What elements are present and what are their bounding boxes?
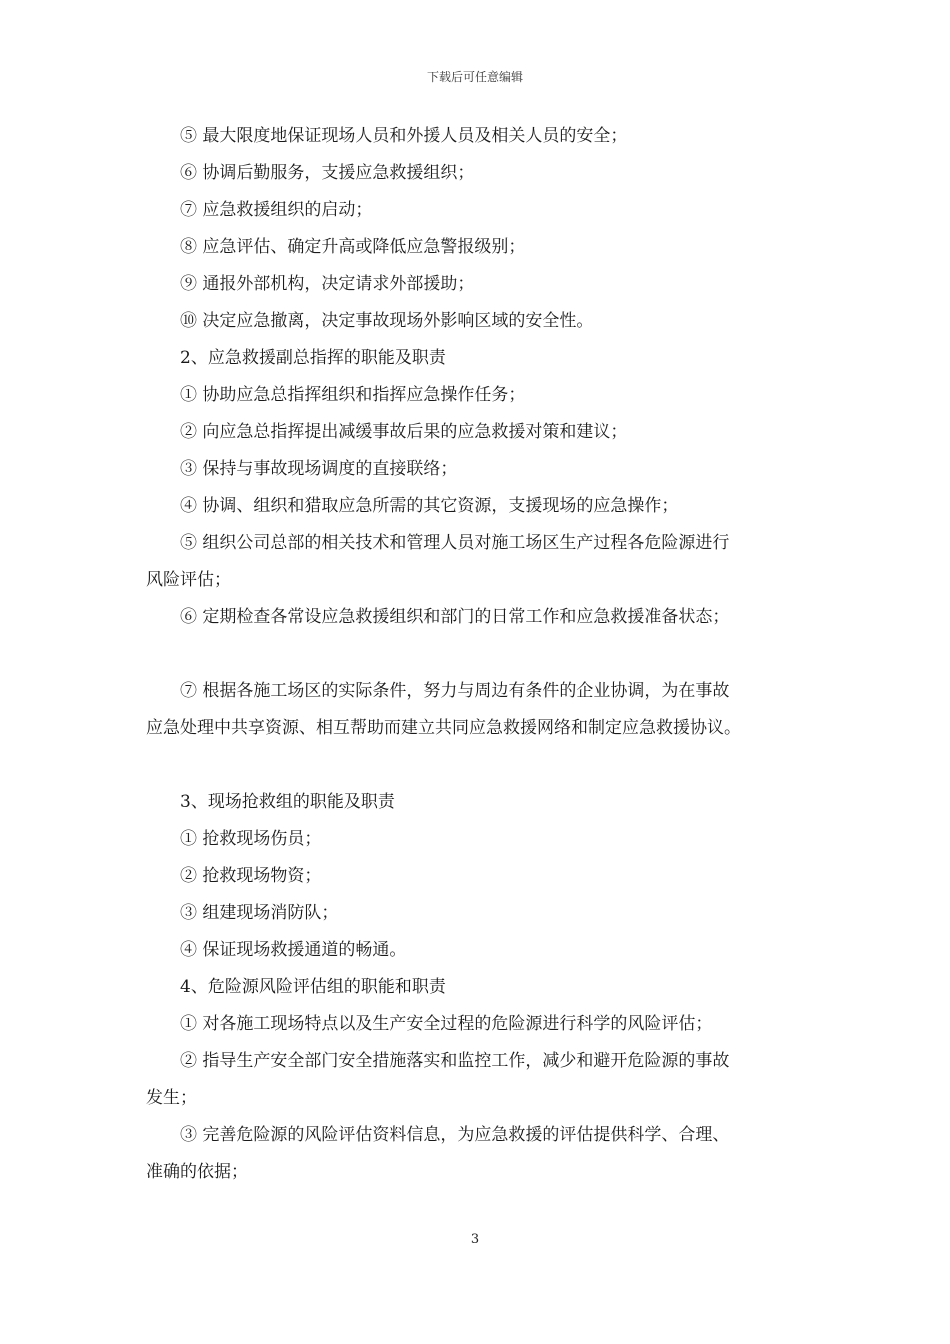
list-item: ① 对各施工现场特点以及生产安全过程的危险源进行科学的风险评估； [180, 1014, 713, 1034]
page-number: 3 [470, 1232, 480, 1247]
section-heading: 3、现场抢救组的职能及职责 [180, 792, 395, 812]
list-item: ⑥ 协调后勤服务，支援应急救援组织； [180, 163, 475, 183]
list-item: ⑧ 应急评估、确定升高或降低应急警报级别； [180, 237, 526, 257]
section-heading: 2、应急救援副总指挥的职能及职责 [180, 348, 446, 368]
document-body [146, 118, 826, 1191]
list-item: ② 向应急总指挥提出减缓事故后果的应急救援对策和建议； [180, 422, 628, 442]
list-item: ④ 保证现场救援通道的畅通。 [180, 940, 407, 960]
list-item: ② 抢救现场物资； [180, 866, 322, 886]
list-item: ⑨ 通报外部机构，决定请求外部援助； [180, 274, 475, 294]
list-item-continuation: 风险评估； [146, 570, 231, 590]
list-item: ⑥ 定期检查各常设应急救援组织和部门的日常工作和应急救援准备状态； [180, 607, 730, 627]
list-item: ③ 组建现场消防队； [180, 903, 339, 923]
list-item: ① 抢救现场伤员； [180, 829, 322, 849]
list-item: ⑦ 应急救援组织的启动； [180, 200, 373, 220]
list-item: ⑤ 最大限度地保证现场人员和外援人员及相关人员的安全； [180, 126, 628, 146]
blank-line [146, 636, 826, 673]
list-item: ⑩ 决定应急撤离，决定事故现场外影响区域的安全性。 [180, 311, 594, 331]
list-item-continuation: 应急处理中共享资源、相互帮助而建立共同应急救援网络和制定应急救援协议。 [146, 718, 741, 738]
list-item: ③ 完善危险源的风险评估资料信息，为应急救援的评估提供科学、合理、 [180, 1125, 730, 1145]
list-item: ⑦ 根据各施工场区的实际条件，努力与周边有条件的企业协调，为在事故 [180, 681, 730, 701]
list-item: ④ 协调、组织和猎取应急所需的其它资源，支援现场的应急操作； [180, 496, 679, 516]
list-item-continuation: 发生； [146, 1088, 197, 1108]
blank-line [146, 747, 826, 784]
page-header: 下载后可任意编辑 [426, 70, 523, 84]
list-item: ② 指导生产安全部门安全措施落实和监控工作，减少和避开危险源的事故 [180, 1051, 730, 1071]
list-item: ⑤ 组织公司总部的相关技术和管理人员对施工场区生产过程各危险源进行 [180, 533, 730, 553]
list-item: ① 协助应急总指挥组织和指挥应急操作任务； [180, 385, 526, 405]
list-item: ③ 保持与事故现场调度的直接联络； [180, 459, 458, 479]
section-heading: 4、危险源风险评估组的职能和职责 [180, 977, 446, 997]
list-item-continuation: 准确的依据； [146, 1162, 248, 1182]
